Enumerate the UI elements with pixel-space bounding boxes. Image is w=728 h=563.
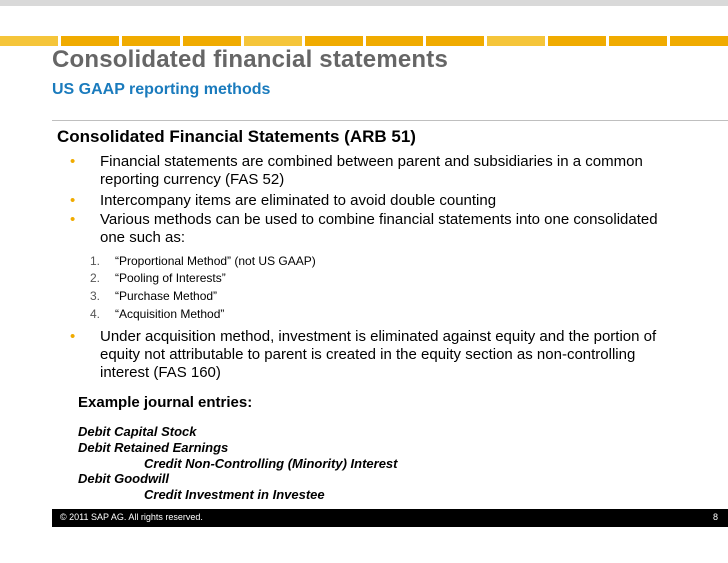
method-number: 3.: [90, 289, 101, 303]
slide-subtitle: US GAAP reporting methods: [52, 81, 271, 98]
bullet-text: Financial statements are combined between parent and subsidiaries in a common reporting currency (FAS 52): [100, 153, 643, 188]
method-number: 2.: [90, 271, 101, 285]
brand-stripe-segment: [670, 36, 728, 46]
bullet-item: [70, 192, 660, 210]
brand-stripe-segment: [244, 36, 302, 46]
header-top-bar: [0, 0, 728, 6]
brand-stripe-segment: [122, 36, 180, 46]
brand-stripe-segment: [0, 36, 58, 46]
method-number: 1.: [90, 254, 101, 268]
brand-stripe-segment: [61, 36, 119, 46]
slide-title: Consolidated financial statements: [52, 46, 449, 73]
brand-stripe-segment: [183, 36, 241, 46]
footer-bar: [52, 509, 728, 527]
bullet-text: Intercompany items are eliminated to avoid double counting: [100, 192, 497, 209]
bullet-dot-icon: •: [70, 211, 76, 228]
journal-entry-debit: Debit Capital Stock: [78, 424, 197, 439]
brand-stripe-segment: [487, 36, 545, 46]
page-number: 8: [712, 512, 718, 522]
copyright-text: © 2011 SAP AG. All rights reserved.: [60, 512, 203, 522]
journal-entry-credit: Credit Investment in Investee: [144, 487, 325, 502]
bullet-item: [70, 153, 660, 189]
bullet-dot-icon: •: [70, 192, 76, 209]
bullet-text: Various methods can be used to combine financial statements into one consolidated one such as:: [100, 211, 658, 246]
bullet-dot-icon: •: [70, 328, 76, 345]
journal-entry-debit: Debit Retained Earnings: [78, 440, 229, 455]
example-heading: Example journal entries:: [78, 394, 253, 411]
title-divider: [52, 120, 728, 121]
method-item: [90, 254, 316, 268]
bullet-dot-icon: •: [70, 153, 76, 170]
method-text: “Pooling of Interests”: [115, 271, 226, 285]
method-item: [90, 271, 226, 285]
journal-entry-credit: Credit Non-Controlling (Minority) Interest: [144, 456, 398, 471]
method-item: [90, 289, 218, 303]
bullet-item: [70, 328, 660, 382]
bullet-text: Under acquisition method, investment is eliminated against equity and the portion of equity not attributable to parent is created in the equity section as non-controlling interest (FAS 160): [100, 328, 657, 381]
method-text: “Purchase Method”: [115, 289, 218, 303]
brand-stripe-segment: [305, 36, 363, 46]
brand-stripe-segment: [548, 36, 606, 46]
method-text: “Proportional Method” (not US GAAP): [115, 254, 316, 268]
brand-stripe-segment: [426, 36, 484, 46]
method-text: “Acquisition Method”: [115, 307, 225, 321]
method-number: 4.: [90, 307, 101, 321]
section-heading: Consolidated Financial Statements (ARB 51): [57, 127, 416, 146]
brand-stripe-segment: [609, 36, 667, 46]
method-item: [90, 307, 225, 321]
brand-stripe: [0, 36, 728, 46]
bullet-item: [70, 211, 660, 247]
brand-stripe-segment: [366, 36, 424, 46]
journal-entry-debit: Debit Goodwill: [78, 471, 169, 486]
